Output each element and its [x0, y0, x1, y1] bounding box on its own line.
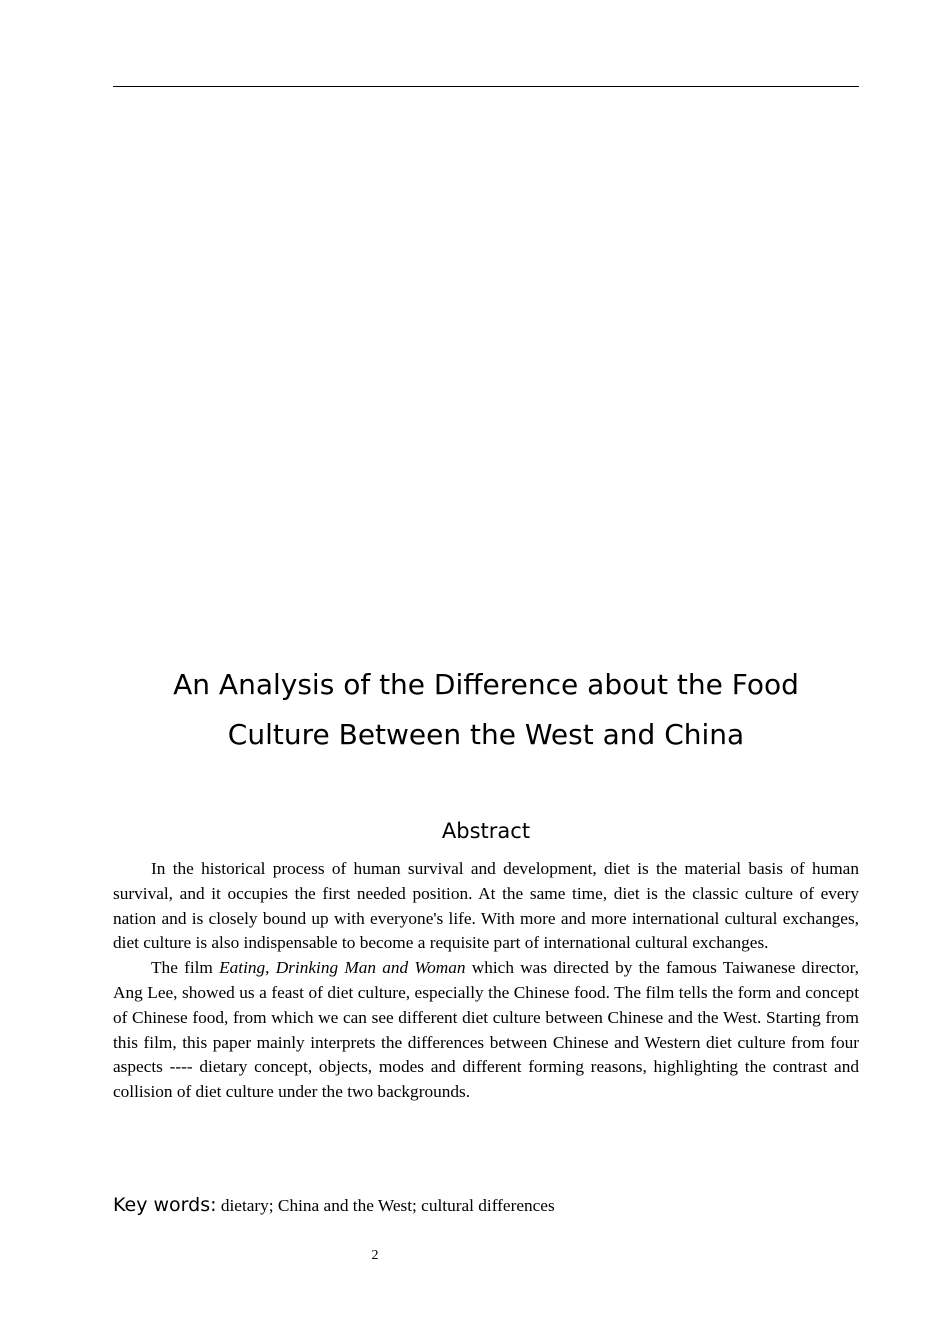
abstract-paragraph-2-intro: The film: [151, 958, 220, 978]
abstract-heading: Abstract: [441, 819, 531, 843]
paper-title-line-2: Culture Between the West and China: [227, 718, 745, 751]
keywords-label: Key words:: [113, 1194, 217, 1216]
page-number: 2: [371, 1248, 379, 1263]
abstract-paragraph-2: [113, 956, 859, 1105]
film-title: Eating, Drinking Man and Woman: [219, 958, 466, 978]
paper-title-line-1: An Analysis of the Difference about the Food: [173, 668, 799, 701]
keywords: [113, 1192, 859, 1219]
abstract-paragraph-1: In the historical process of human survival and development, diet is the material basis of human survival, and it occupies the first needed position. At the same time, diet is the classic culture of every nation and is closely bound up with everyone's life. With more and more international cultural exchanges, diet culture is also indispensable to become a requisite part of international cultural exchanges.: [113, 859, 859, 953]
abstract-body: [113, 857, 859, 1105]
keywords-text: dietary; China and the West; cultural differences: [220, 1196, 555, 1215]
abstract-paragraph-2-rest: which was directed by the famous Taiwanese director, Ang Lee, showed us a feast of diet culture, especially the Chinese food. The film tells the form and concept of Chinese food, from which we can see different diet culture between Chinese and the West. Starting from this film, this paper mainly interprets the differences between Chinese and Western diet culture from four aspects ---- dietary concept, objects, modes and different forming reasons, highlighting the contrast and collision of diet culture under the two backgrounds.: [113, 958, 859, 1102]
paper-title: [113, 660, 859, 760]
header-rule: [113, 86, 859, 87]
